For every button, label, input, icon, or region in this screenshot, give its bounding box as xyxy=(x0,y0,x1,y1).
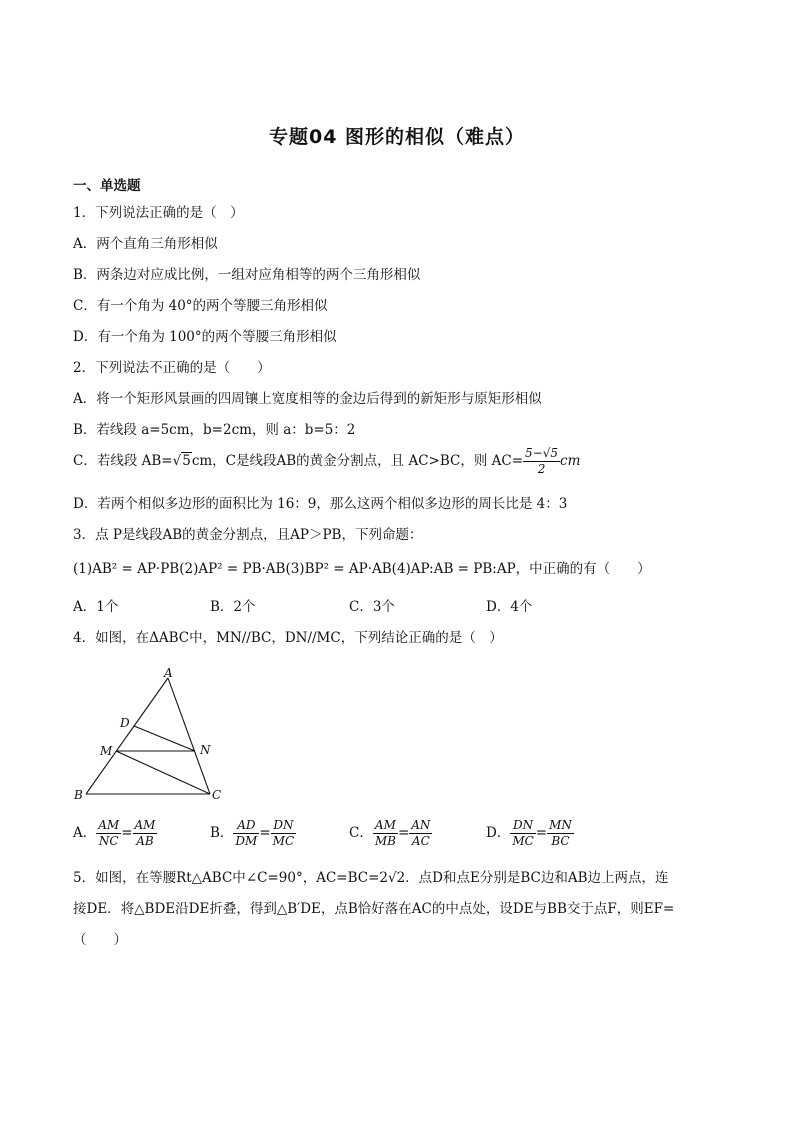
q1-option-b: B．两条边对应成比例，一组对应角相等的两个三角形相似 xyxy=(73,267,421,283)
fraction-numerator: AM xyxy=(373,818,398,834)
fraction-right xyxy=(133,818,158,849)
label-d: D xyxy=(120,716,130,730)
q3-option-b: B．2个 xyxy=(210,599,256,615)
label-c: C xyxy=(212,788,222,802)
fraction-numerator: DN xyxy=(510,818,535,834)
q3-option-a: A．1个 xyxy=(73,599,119,615)
q2-option-c-unit: cm xyxy=(560,453,581,469)
fraction-denominator: AC xyxy=(411,834,430,848)
fraction-left xyxy=(510,818,535,849)
fraction-denominator: DM xyxy=(235,834,258,848)
label-m: M xyxy=(100,744,113,758)
fraction-left xyxy=(233,818,259,849)
option-letter: D． xyxy=(486,825,511,841)
option-letter: A． xyxy=(73,825,97,841)
fraction-numerator: 5−√5 xyxy=(525,446,559,460)
fraction-numerator: AM xyxy=(134,818,156,832)
fraction-numerator: AM xyxy=(98,818,120,832)
q3-option-c: C．3个 xyxy=(349,599,395,615)
option-letter: C． xyxy=(349,825,373,841)
q5-line-3: （ ） xyxy=(73,932,127,948)
triangle-figure xyxy=(70,664,240,804)
q2-option-d: D．若两个相似多边形的面积比为 16：9，那么这两个相似多边形的周长比是 4：3 xyxy=(73,496,568,512)
fraction-numerator: AN xyxy=(411,818,431,832)
q2-stem: 2．下列说法不正确的是（ ） xyxy=(73,360,271,376)
fraction-denominator: MC xyxy=(512,834,534,848)
q1-stem: 1．下列说法正确的是（ ） xyxy=(73,205,244,221)
segment-mc xyxy=(116,751,210,794)
label-b: B xyxy=(74,788,83,802)
q3-option-d: D．4个 xyxy=(486,599,533,615)
q3-stem: 3．点 P是线段AB的黄金分割点，且AP＞PB，下列命题： xyxy=(73,527,423,543)
fraction-denominator: NC xyxy=(98,834,119,848)
q5-line-1: 5．如图，在等腰Rt△ABC中∠C=90°，AC=BC=2√2．点D和点E分别是BC边和AB边上两点，连 xyxy=(73,870,669,886)
q3-statements: (1)AB² = AP·PB(2)AP² = PB·AB(3)BP² = AP·AB(4)AP:AB = PB:AP，中正确的有（ ） xyxy=(73,561,651,577)
sqrt-sign: √ xyxy=(172,453,182,469)
q1-option-d: D．有一个角为 100°的两个等腰三角形相似 xyxy=(73,329,337,345)
fraction-right xyxy=(271,818,296,849)
fraction-denominator: MB xyxy=(374,834,396,848)
side-ab xyxy=(86,678,168,794)
q5-line-2: 接DE．将△BDE沿DE折叠，得到△B′DE，点B恰好落在AC的中点处，设DE与BB交于点F，则EF= xyxy=(73,901,675,917)
label-n: N xyxy=(200,743,211,757)
q4-option-c: C． $\frac{AM}{MB}$ = $\frac{AN}{AC}$ xyxy=(349,818,431,848)
fraction-numerator: AD xyxy=(233,818,259,834)
fraction-right xyxy=(409,818,432,849)
label-a: A xyxy=(164,666,173,680)
fraction-denominator: BC xyxy=(551,834,570,848)
q4-option-a: A． $\frac{AM}{NC}$ = $\frac{AM}{AB}$ xyxy=(73,818,156,848)
q2-option-c-prefix: C．若线段 AB= xyxy=(73,453,173,469)
fraction-numerator: DN xyxy=(271,818,296,834)
option-letter: B． xyxy=(210,825,234,841)
q1-option-a: A．两个直角三角形相似 xyxy=(73,236,218,252)
side-ac xyxy=(168,678,210,794)
page-title: 专题04 图形的相似（难点） xyxy=(268,126,526,148)
fraction-denominator: MC xyxy=(272,834,295,848)
fraction-left xyxy=(373,818,398,849)
q4-option-d: D． $\frac{DN}{MC}$ = $\frac{MN}{BC}$ xyxy=(486,818,572,848)
q4-option-b: B． $\frac{AD}{DM}$ = $\frac{DN}{MC}$ xyxy=(210,818,295,848)
q2-option-c-middle: cm，C是线段AB的黄金分割点，且 AC>BC，则 AC= xyxy=(191,453,524,469)
q2-option-a: A．将一个矩形风景画的四周镶上宽度相等的金边后得到的新矩形与原矩形相似 xyxy=(73,391,542,407)
fraction-left xyxy=(96,818,121,849)
fraction-denominator: 2 xyxy=(537,462,546,476)
q2-option-b: B．若线段 a=5cm，b=2cm，则 a：b=5：2 xyxy=(73,422,356,438)
q4-stem: 4．如图，在ΔABC中，MN//BC，DN//MC，下列结论正确的是（ ） xyxy=(73,630,503,646)
fraction-right xyxy=(547,818,574,849)
segment-dn xyxy=(134,726,195,751)
q1-option-c: C．有一个角为 40°的两个等腰三角形相似 xyxy=(73,298,328,314)
fraction-denominator: AB xyxy=(136,834,154,848)
golden-ratio-fraction xyxy=(523,446,560,477)
fraction-numerator: MN xyxy=(549,818,572,832)
q2-option-c xyxy=(73,446,580,477)
section-heading: 一、单选题 xyxy=(73,178,141,194)
sqrt-radicand: 5 xyxy=(182,453,191,469)
